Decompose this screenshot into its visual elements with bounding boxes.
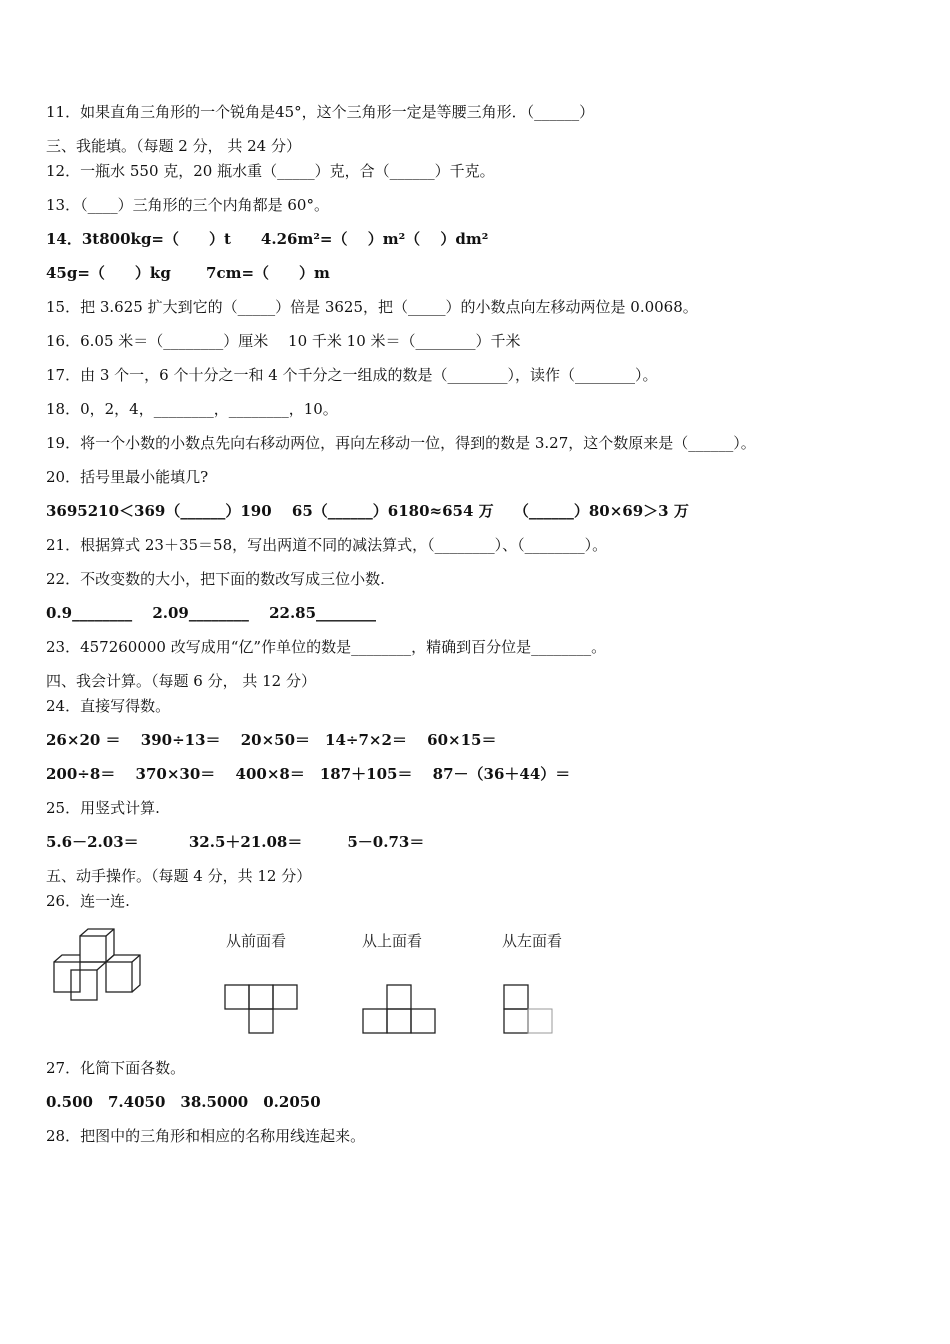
question-11: 11．如果直角三角形的一个锐角是45°，这个三角形一定是等腰三角形．（______） [46,103,595,121]
question-24: 24．直接写得数。 [46,697,171,715]
question-27-items: 0.500 7.4050 38.5000 0.2050 [46,1093,321,1111]
cube-stack-figure [46,926,156,1006]
question-21: 21．根据算式 23＋35＝58，写出两道不同的减法算式，（________）、（________）。 [46,536,608,554]
question-19: 19．将一个小数的小数点先向右移动两位，再向左移动一位，得到的数是 3.27，这个数原来是（______）。 [46,434,756,452]
view-front-label: 从前面看 [226,932,287,950]
question-20-items: 3695210＜369（______）190 65（______）6180≈654 万 （______）80×69＞3 万 [46,502,689,520]
question-22: 22．不改变数的大小，把下面的数改写成三位小数. [46,570,385,588]
question-24-row2: 200÷8＝ 370×30＝ 400×8＝ 187＋105＝ 87－（36＋44）＝ [46,765,571,783]
question-22-items: 0.9________ 2.09________ 22.85________ [46,604,377,622]
question-18: 18．0，2，4，________，________，10。 [46,400,338,418]
question-17: 17．由 3 个一，6 个十分之一和 4 个千分之一组成的数是（________），读作（________）。 [46,366,658,384]
view-top-label: 从上面看 [362,932,423,950]
left-view-diagram [502,984,556,1036]
section-5-heading: 五、动手操作。（每题 4 分，共 12 分） [46,867,312,885]
question-14-row2: 45g=（ ）kg 7cm=（ ）m [46,264,330,282]
question-14-row1: 14．3t800kg=（ ）t 4.26m²=（ ）m²（ ）dm² [46,230,489,248]
section-4-heading: 四、我会计算。（每题 6 分， 共 12 分） [46,672,316,690]
question-28: 28．把图中的三角形和相应的名称用线连起来。 [46,1127,366,1145]
question-27: 27．化简下面各数。 [46,1059,186,1077]
question-16: 16．6.05 米＝（________）厘米 10 千米 10 米＝（________）千米 [46,332,521,350]
question-23: 23．457260000 改写成用“亿”作单位的数是________，精确到百分位是________。 [46,638,607,656]
view-left-label: 从左面看 [502,932,563,950]
section-3-heading: 三、我能填。（每题 2 分， 共 24 分） [46,137,301,155]
top-view-diagram [362,984,440,1036]
question-26: 26．连一连. [46,892,130,910]
question-13: 13．（____）三角形的三个内角都是 60°。 [46,196,329,214]
question-25-items: 5.6－2.03＝ 32.5＋21.08＝ 5－0.73＝ [46,833,425,851]
question-20: 20．括号里最小能填几? [46,468,209,486]
question-12: 12．一瓶水 550 克，20 瓶水重（_____）克，合（______）千克。 [46,162,495,180]
question-15: 15．把 3.625 扩大到它的（_____）倍是 3625，把（_____）的小数点向左移动两位是 0.0068。 [46,298,698,316]
question-25: 25．用竖式计算. [46,799,160,817]
question-24-row1: 26×20 ＝ 390÷13＝ 20×50＝ 14÷7×2＝ 60×15＝ [46,731,497,749]
front-view-diagram [224,984,300,1036]
